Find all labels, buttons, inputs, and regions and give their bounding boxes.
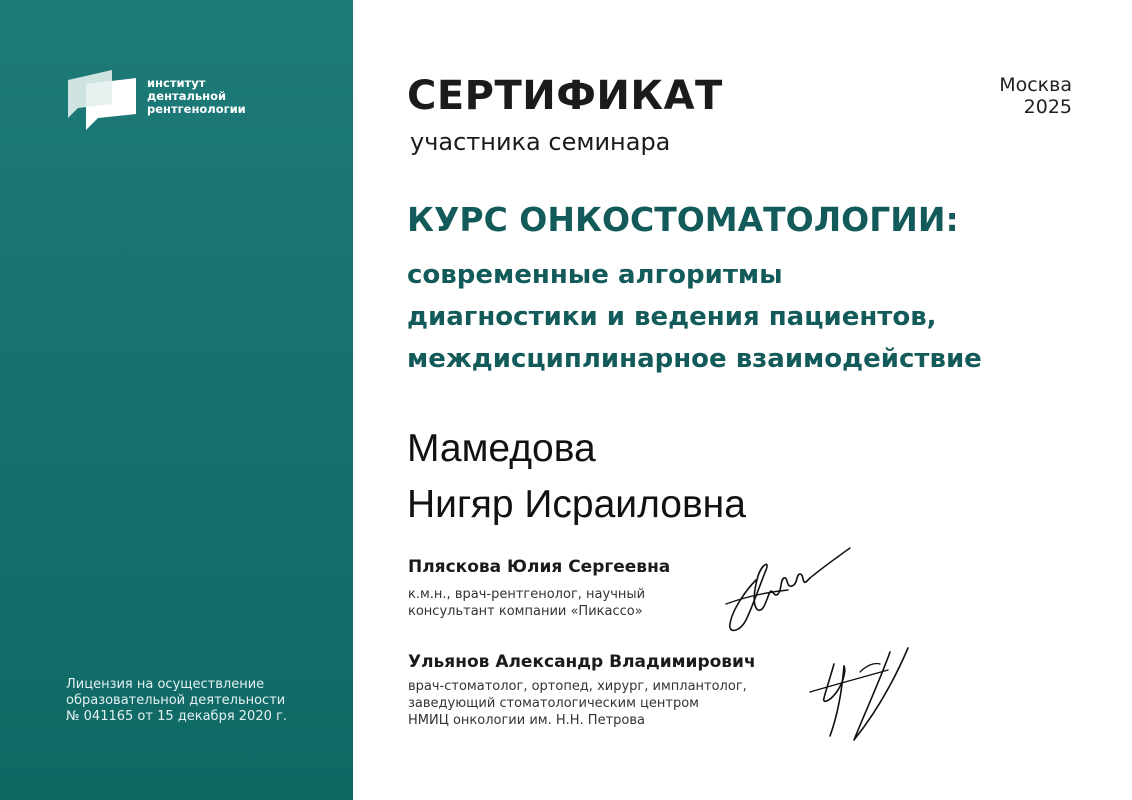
signature-1-icon bbox=[718, 540, 858, 640]
license-line: Лицензия на осуществление bbox=[66, 677, 265, 692]
license-info bbox=[66, 677, 336, 725]
logo-line: институт bbox=[147, 76, 206, 90]
signatory-2-name: Ульянов Александр Владимирович bbox=[408, 652, 756, 672]
institute-logo bbox=[66, 68, 246, 134]
logo-wordmark bbox=[147, 77, 246, 116]
signatory-2-description bbox=[408, 678, 747, 729]
signatory-1-name: Пляскова Юлия Сергеевна bbox=[408, 557, 671, 577]
signatory-2-description-line: врач-стоматолог, ортопед, хирург, имплантолог, bbox=[408, 679, 747, 694]
participant-name bbox=[407, 421, 746, 533]
signatory-2-description-line: заведующий стоматологическим центром bbox=[408, 696, 699, 711]
sidebar-panel bbox=[0, 0, 353, 800]
certificate-subtitle: участника семинара bbox=[410, 128, 671, 156]
participant-surname: Мамедова bbox=[407, 427, 596, 470]
speech-bubbles-logo-icon bbox=[66, 68, 140, 132]
city-year bbox=[999, 74, 1072, 118]
signature-2-icon bbox=[800, 640, 920, 750]
logo-line: дентальной bbox=[147, 89, 227, 103]
signatory-1-description bbox=[408, 586, 645, 620]
course-subtitle bbox=[407, 254, 982, 380]
license-line: образовательной деятельности bbox=[66, 693, 286, 708]
logo-line: рентгенологии bbox=[147, 102, 246, 116]
participant-given-names: Нигяр Исраиловна bbox=[407, 483, 746, 526]
certificate-title: СЕРТИФИКАТ bbox=[407, 73, 723, 119]
city: Москва bbox=[999, 74, 1072, 96]
signatory-1-description-line: к.м.н., врач-рентгенолог, научный bbox=[408, 587, 646, 602]
license-line: № 041165 от 15 декабря 2020 г. bbox=[66, 709, 287, 724]
signatory-1-description-line: консультант компании «Пикассо» bbox=[408, 604, 643, 619]
course-subtitle-line: современные алгоритмы bbox=[407, 260, 783, 290]
course-subtitle-line: междисциплинарное взаимодействие bbox=[407, 344, 982, 374]
year: 2025 bbox=[1023, 96, 1072, 118]
signatory-2-description-line: НМИЦ онкологии им. Н.Н. Петрова bbox=[408, 713, 645, 728]
course-subtitle-line: диагностики и ведения пациентов, bbox=[407, 302, 937, 332]
course-title: КУРС ОНКОСТОМАТОЛОГИИ: bbox=[407, 200, 959, 239]
